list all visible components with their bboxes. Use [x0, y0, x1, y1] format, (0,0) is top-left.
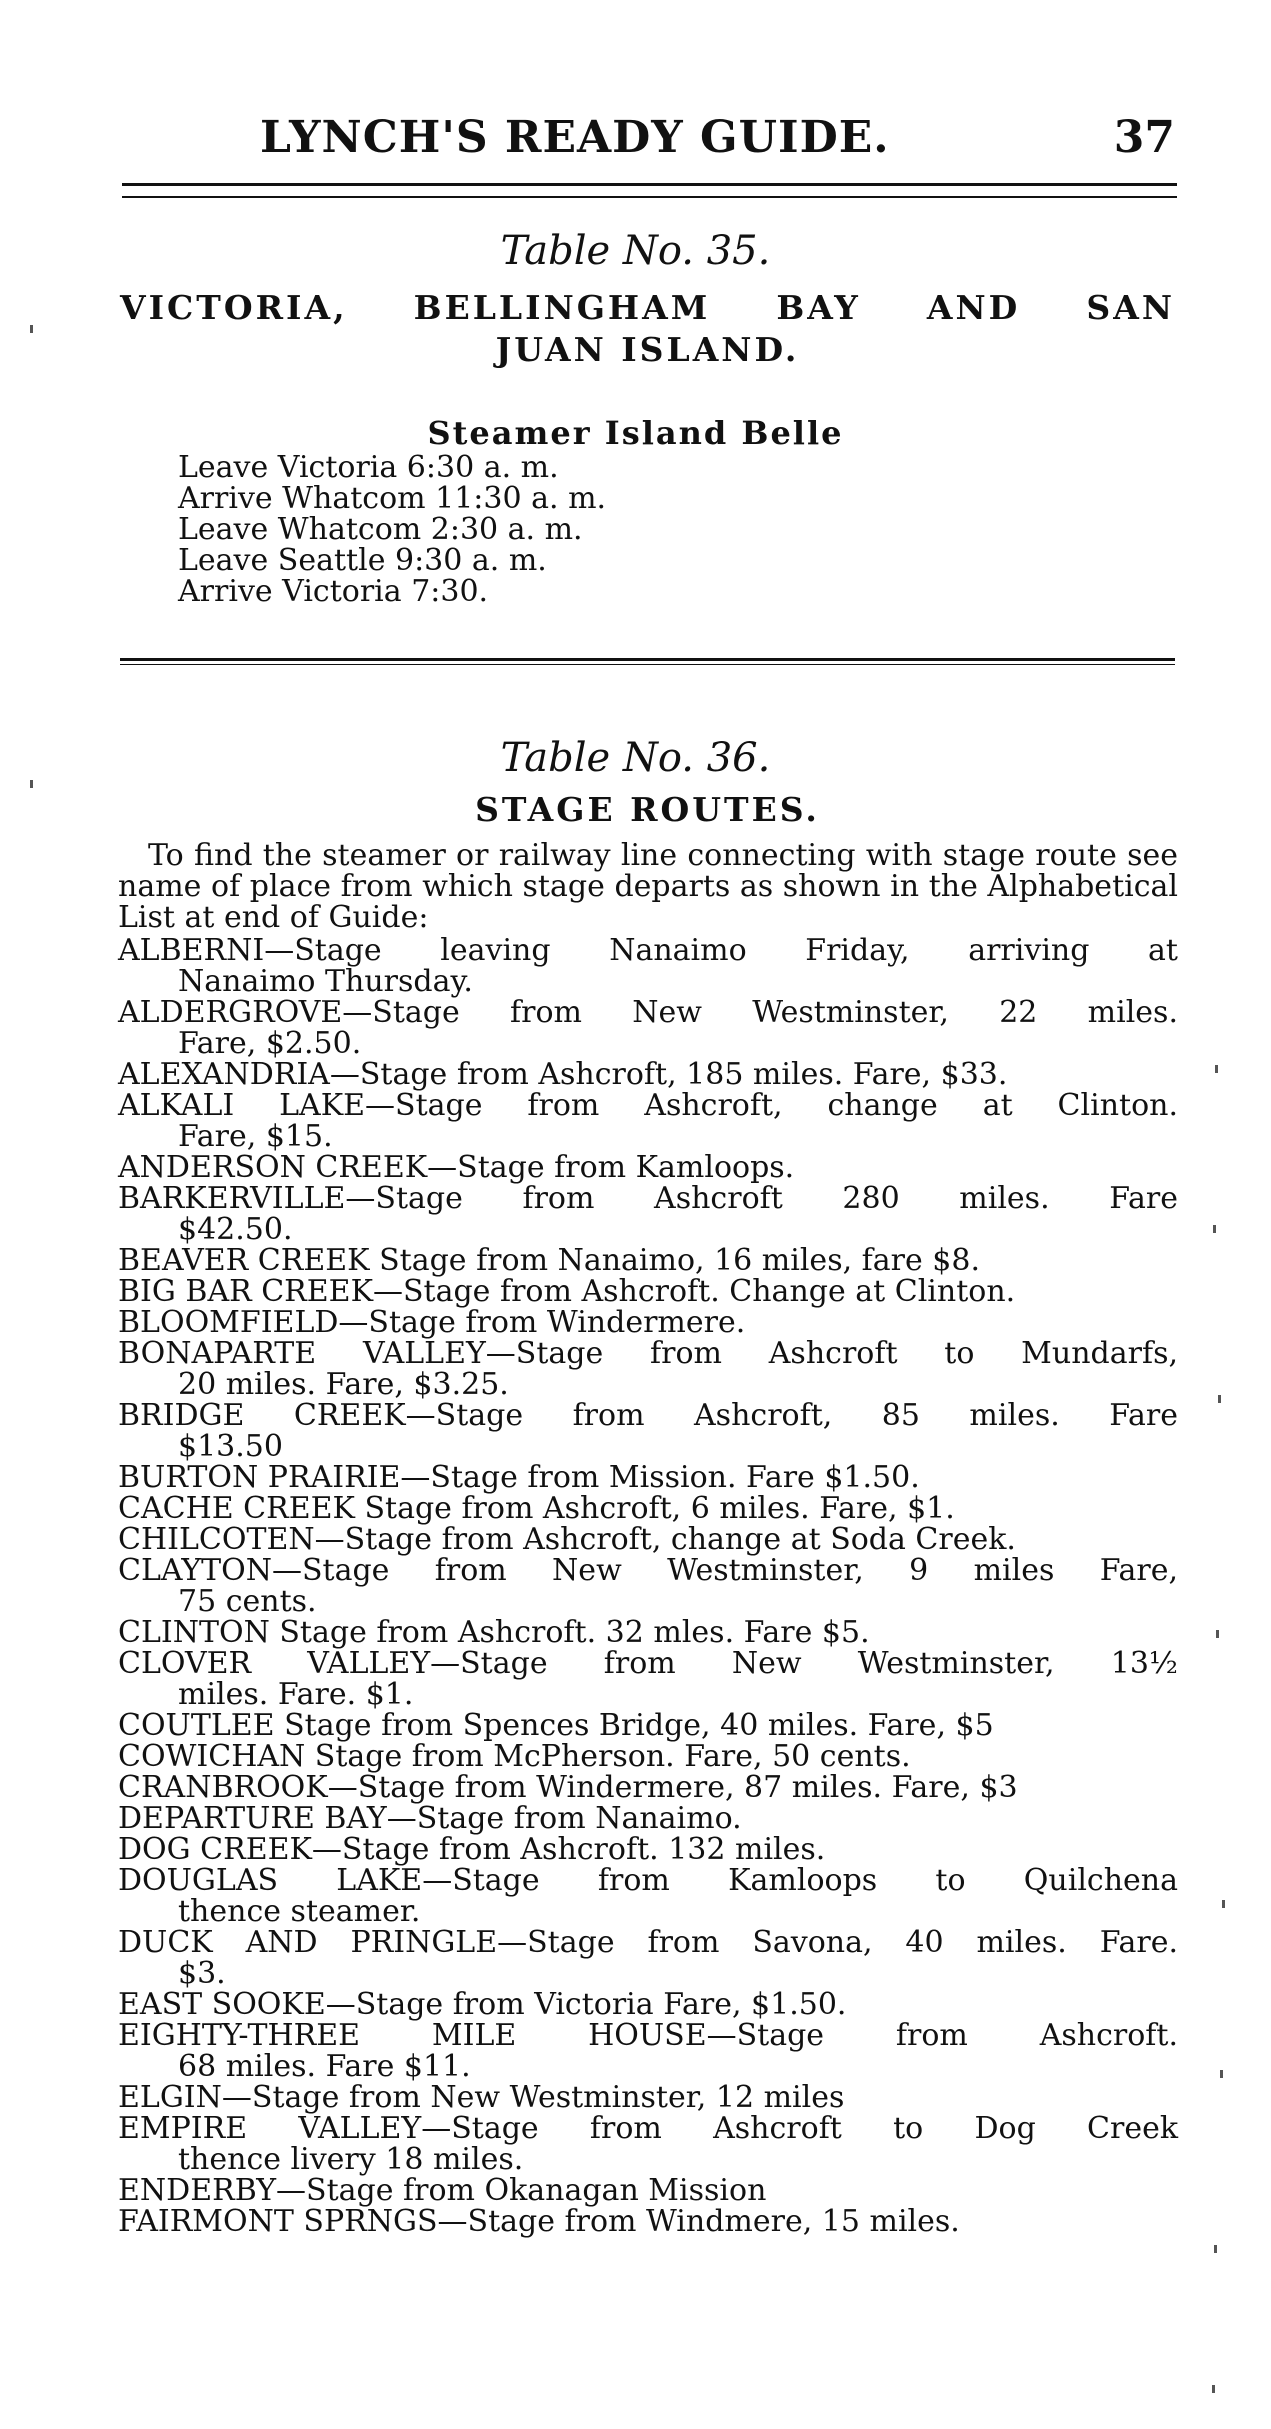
section-divider — [120, 658, 1175, 661]
running-title: LYNCH'S READY GUIDE. — [260, 112, 890, 163]
route-entry — [118, 1617, 1178, 1648]
route-continuation: Fare, $2.50. — [178, 1026, 362, 1061]
schedule-line: Leave Victoria 6:30 a. m. — [178, 450, 559, 485]
table-35-schedule — [178, 452, 606, 607]
route-line: DUCK AND PRINGLE—Stage from Savona, 40 miles. Fare. — [118, 1925, 1178, 1960]
route-line: BRIDGE CREEK—Stage from Ashcroft, 85 miles. Fare — [118, 1398, 1178, 1433]
schedule-line: Arrive Whatcom 11:30 a. m. — [178, 481, 607, 516]
route-line: DOG CREEK—Stage from Ashcroft. 132 miles. — [118, 1832, 826, 1867]
route-entry — [118, 1524, 1178, 1555]
route-continuation: 20 miles. Fare, $3.25. — [178, 1367, 509, 1402]
route-continuation: miles. Fare. $1. — [178, 1677, 414, 1712]
route-entry — [118, 1555, 1178, 1617]
route-entry — [118, 2020, 1178, 2082]
route-line: ANDERSON CREEK—Stage from Kamloops. — [118, 1150, 795, 1185]
table-36-heading: STAGE ROUTES. — [475, 790, 820, 829]
margin-speck — [1212, 2385, 1215, 2393]
route-line: BONAPARTE VALLEY—Stage from Ashcroft to Mundarfs, — [118, 1336, 1178, 1371]
route-entry — [118, 1741, 1178, 1772]
table-36-title: Table No. 36. — [500, 735, 771, 781]
route-line: EIGHTY-THREE MILE HOUSE—Stage from Ashcroft. — [118, 2018, 1178, 2053]
route-entry — [118, 1989, 1178, 2020]
margin-speck — [1214, 2245, 1217, 2253]
route-entry — [118, 1059, 1178, 1090]
route-line: COUTLEE Stage from Spences Bridge, 40 miles. Fare, $5 — [118, 1708, 994, 1743]
route-entry — [118, 1834, 1178, 1865]
route-entry — [118, 935, 1178, 997]
route-continuation: thence steamer. — [178, 1894, 421, 1929]
route-entry — [118, 2175, 1178, 2206]
route-line: CHILCOTEN—Stage from Ashcroft, change at Soda Creek. — [118, 1522, 1016, 1557]
route-entry — [118, 2206, 1178, 2237]
route-entry — [118, 2113, 1178, 2175]
route-entry — [118, 1803, 1178, 1834]
route-line: DEPARTURE BAY—Stage from Nanaimo. — [118, 1801, 742, 1836]
table-35-title: Table No. 35. — [500, 228, 771, 274]
route-entry — [118, 1865, 1178, 1927]
route-entry — [118, 997, 1178, 1059]
route-continuation: $13.50 — [178, 1429, 283, 1464]
header-rule — [122, 183, 1177, 198]
route-line: CRANBROOK—Stage from Windermere, 87 miles. Fare, $3 — [118, 1770, 1018, 1805]
route-continuation: thence livery 18 miles. — [178, 2142, 524, 2177]
route-line: EAST SOOKE—Stage from Victoria Fare, $1.50. — [118, 1987, 847, 2022]
route-line: CACHE CREEK Stage from Ashcroft, 6 miles. Fare, $1. — [118, 1491, 955, 1526]
route-entry — [118, 2082, 1178, 2113]
route-line: FAIRMONT SPRNGS—Stage from Windmere, 15 miles. — [118, 2204, 960, 2239]
route-line: ALDERGROVE—Stage from New Westminster, 22 miles. — [118, 995, 1178, 1030]
route-entry — [118, 1152, 1178, 1183]
route-continuation: Fare, $15. — [178, 1119, 333, 1154]
page-number: 37 — [1113, 112, 1175, 163]
route-line: CLINTON Stage from Ashcroft. 32 mles. Fare $5. — [118, 1615, 870, 1650]
route-line: ALEXANDRIA—Stage from Ashcroft, 185 miles. Fare, $33. — [118, 1057, 1008, 1092]
margin-speck — [1215, 1065, 1218, 1073]
stage-routes-list — [118, 935, 1178, 2237]
table-35-heading-line-2: JUAN ISLAND. — [495, 330, 800, 369]
route-continuation: 68 miles. Fare $11. — [178, 2049, 471, 2084]
route-line: BARKERVILLE—Stage from Ashcroft 280 miles. Fare — [118, 1181, 1178, 1216]
route-entry — [118, 1400, 1178, 1462]
route-entry — [118, 1276, 1178, 1307]
route-line: ELGIN—Stage from New Westminster, 12 miles — [118, 2080, 845, 2115]
route-entry — [118, 1307, 1178, 1338]
table-36-intro — [118, 840, 1178, 933]
margin-speck — [30, 325, 33, 333]
margin-speck — [1222, 1900, 1225, 1908]
route-entry — [118, 1462, 1178, 1493]
steamer-name: Steamer Island Belle — [427, 414, 844, 452]
margin-speck — [1218, 1395, 1221, 1403]
route-entry — [118, 1648, 1178, 1710]
margin-speck — [1213, 1225, 1216, 1233]
route-entry — [118, 1772, 1178, 1803]
route-line: ENDERBY—Stage from Okanagan Mission — [118, 2173, 767, 2208]
route-continuation: $42.50. — [178, 1212, 293, 1247]
route-line: DOUGLAS LAKE—Stage from Kamloops to Quilchena — [118, 1863, 1178, 1898]
margin-speck — [1220, 2070, 1223, 2078]
route-line: ALKALI LAKE—Stage from Ashcroft, change at Clinton. — [118, 1088, 1178, 1123]
margin-speck — [30, 780, 33, 788]
route-line: BEAVER CREEK Stage from Nanaimo, 16 miles, fare $8. — [118, 1243, 980, 1278]
route-entry — [118, 1493, 1178, 1524]
route-entry — [118, 1183, 1178, 1245]
route-continuation: Nanaimo Thursday. — [178, 964, 473, 999]
table-35-heading-line-1: VICTORIA, BELLINGHAM BAY AND SAN — [120, 288, 1175, 327]
route-line: BIG BAR CREEK—Stage from Ashcroft. Change at Clinton. — [118, 1274, 1016, 1309]
route-entry — [118, 1245, 1178, 1276]
section-divider-thin — [120, 664, 1175, 665]
route-continuation: 75 cents. — [178, 1584, 317, 1619]
route-continuation: $3. — [178, 1956, 226, 1991]
intro-text: To find the steamer or railway line connecting with stage route see name of place from which stage departs as shown in the Alphabetical List at end of Guide: — [118, 838, 1178, 935]
route-entry — [118, 1090, 1178, 1152]
route-line: CLAYTON—Stage from New Westminster, 9 miles Fare, — [118, 1553, 1178, 1588]
route-entry — [118, 1927, 1178, 1989]
route-line: BLOOMFIELD—Stage from Windermere. — [118, 1305, 746, 1340]
route-entry — [118, 1710, 1178, 1741]
margin-speck — [1216, 1630, 1219, 1638]
route-line: EMPIRE VALLEY—Stage from Ashcroft to Dog Creek — [118, 2111, 1178, 2146]
schedule-line: Arrive Victoria 7:30. — [178, 574, 489, 609]
page-header — [120, 112, 1175, 172]
route-line: CLOVER VALLEY—Stage from New Westminster, 13½ — [118, 1646, 1178, 1681]
schedule-line: Leave Whatcom 2:30 a. m. — [178, 512, 583, 547]
route-line: COWICHAN Stage from McPherson. Fare, 50 cents. — [118, 1739, 911, 1774]
route-line: BURTON PRAIRIE—Stage from Mission. Fare $1.50. — [118, 1460, 920, 1495]
route-line: ALBERNI—Stage leaving Nanaimo Friday, arriving at — [118, 933, 1178, 968]
route-entry — [118, 1338, 1178, 1400]
schedule-line: Leave Seattle 9:30 a. m. — [178, 543, 547, 578]
